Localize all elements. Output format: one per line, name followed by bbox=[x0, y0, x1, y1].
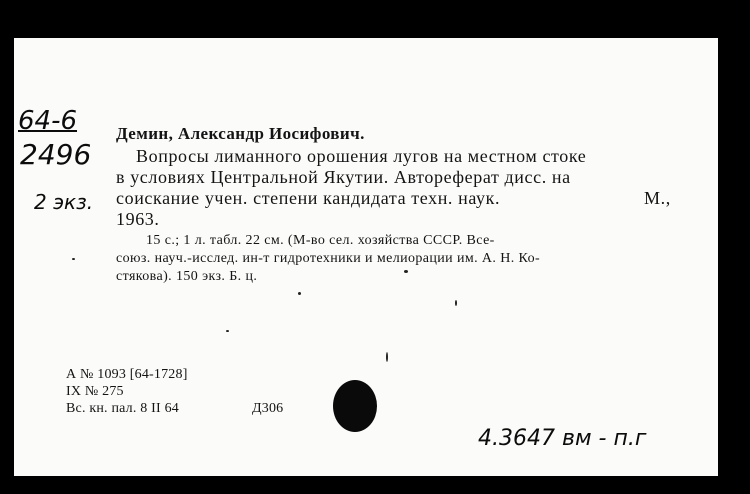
shelfmark-top: 64-6 bbox=[18, 106, 78, 136]
dust-speck bbox=[455, 300, 457, 306]
dust-speck bbox=[298, 292, 301, 295]
shelfmark-bottom: 2496 bbox=[20, 138, 92, 171]
dust-speck bbox=[404, 270, 408, 273]
title-line-1: Вопросы лиманного орошения лугов на местном стоке bbox=[136, 146, 587, 166]
publication-place: М., bbox=[644, 188, 671, 208]
accession-code: Д306 bbox=[252, 401, 284, 416]
copies-note: 2 экз. bbox=[34, 190, 94, 214]
accession-line-2: IX № 275 bbox=[66, 384, 124, 399]
title-line-2: в условиях Центральной Якутии. Автореферат дисс. на bbox=[116, 167, 571, 187]
dust-speck bbox=[386, 352, 388, 362]
description-line-3: стякова). 150 экз. Б. ц. bbox=[116, 269, 258, 284]
description-line-2: союз. науч.-исслед. ин-т гидротехники и мелиорации им. А. Н. Ко- bbox=[116, 251, 541, 266]
title-line-3: соискание учен. степени кандидата техн. наук. bbox=[116, 188, 501, 208]
punch-hole bbox=[333, 380, 377, 432]
description-line-1: 15 с.; 1 л. табл. 22 см. (М-во сел. хозяйства СССР. Все- bbox=[146, 233, 495, 248]
bottom-right-note: 4.3647 вм - п.г bbox=[478, 426, 647, 451]
author-heading: Демин, Александр Иосифович. bbox=[116, 124, 365, 143]
dust-speck bbox=[72, 258, 75, 260]
title-line-4: 1963. bbox=[116, 209, 160, 229]
dust-speck bbox=[226, 330, 229, 332]
accession-line-3: Вс. кн. пал. 8 II 64 bbox=[66, 401, 179, 416]
accession-line-1: А № 1093 [64-1728] bbox=[66, 367, 188, 382]
